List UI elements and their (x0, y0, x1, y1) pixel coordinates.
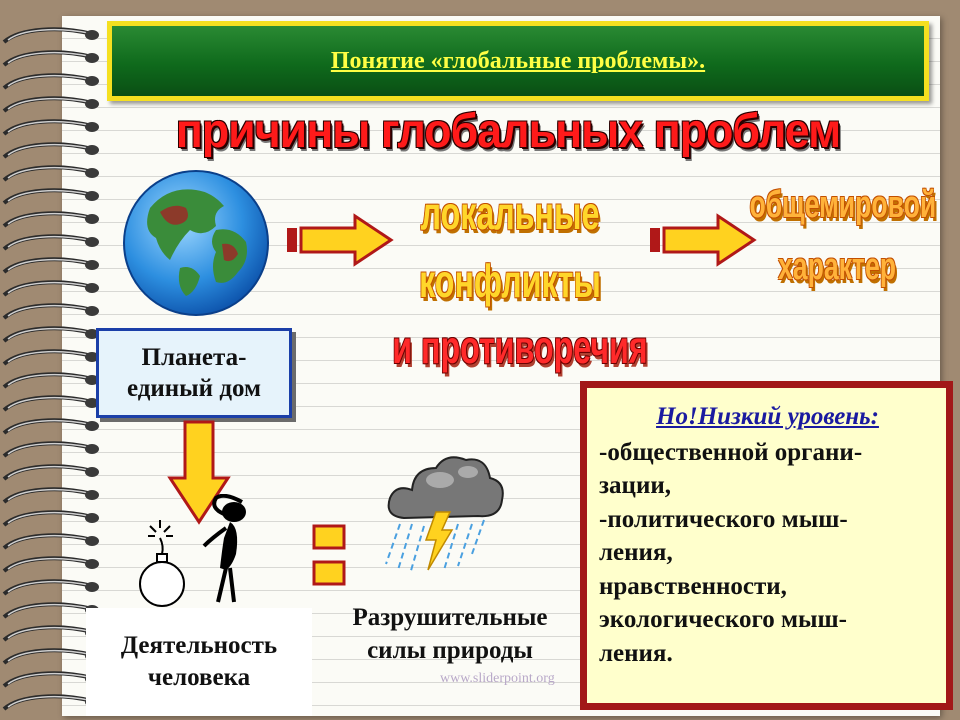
conflicts-line-3: и противоречия (392, 321, 648, 373)
arrow-right-icon (648, 212, 758, 268)
info-line: -политического мыш- (599, 505, 848, 533)
watermark: www.sliderpoint.org (440, 671, 555, 686)
planet-common-home-box (96, 328, 292, 418)
planet-box-line-2: единый дом (126, 375, 262, 402)
info-box-heading: Но!Низкий уровень: (656, 403, 879, 430)
colon-separator (312, 524, 348, 586)
thinking-person-icon (196, 494, 266, 606)
human-activity-line-1: Деятельность (120, 631, 278, 659)
bomb-icon (138, 516, 198, 612)
info-box-content (587, 388, 946, 703)
info-line: -общественной органи- (599, 438, 863, 466)
info-line: ления. (599, 639, 673, 667)
info-line: нравственности, (599, 572, 787, 600)
info-line: зации, (599, 472, 672, 499)
storm-cloud-icon (378, 446, 510, 580)
nature-forces-label (312, 602, 588, 667)
arrow-right-icon (285, 212, 395, 268)
slide-title: Понятие «глобальные проблемы». (330, 47, 706, 74)
low-level-info-box (580, 381, 953, 710)
nature-forces-line-1: Разрушительные (352, 604, 548, 631)
human-activity-label (86, 608, 312, 716)
info-line: ления, (599, 539, 673, 566)
info-line: экологического мыш- (599, 606, 847, 633)
nature-forces-line-2: силы природы (367, 636, 533, 664)
human-activity-line-2: человека (147, 664, 251, 691)
global-character-line-2: характер (777, 246, 897, 288)
planet-box-line-1: Планета- (141, 343, 247, 371)
heading-causes: причины глобальных проблем (175, 105, 841, 158)
global-character-line-1: общемировой (749, 184, 937, 226)
title-bar (107, 21, 929, 101)
conflicts-line-1: локальные (420, 187, 600, 239)
globe-icon (120, 168, 272, 318)
conflicts-line-2: конфликты (419, 255, 601, 307)
